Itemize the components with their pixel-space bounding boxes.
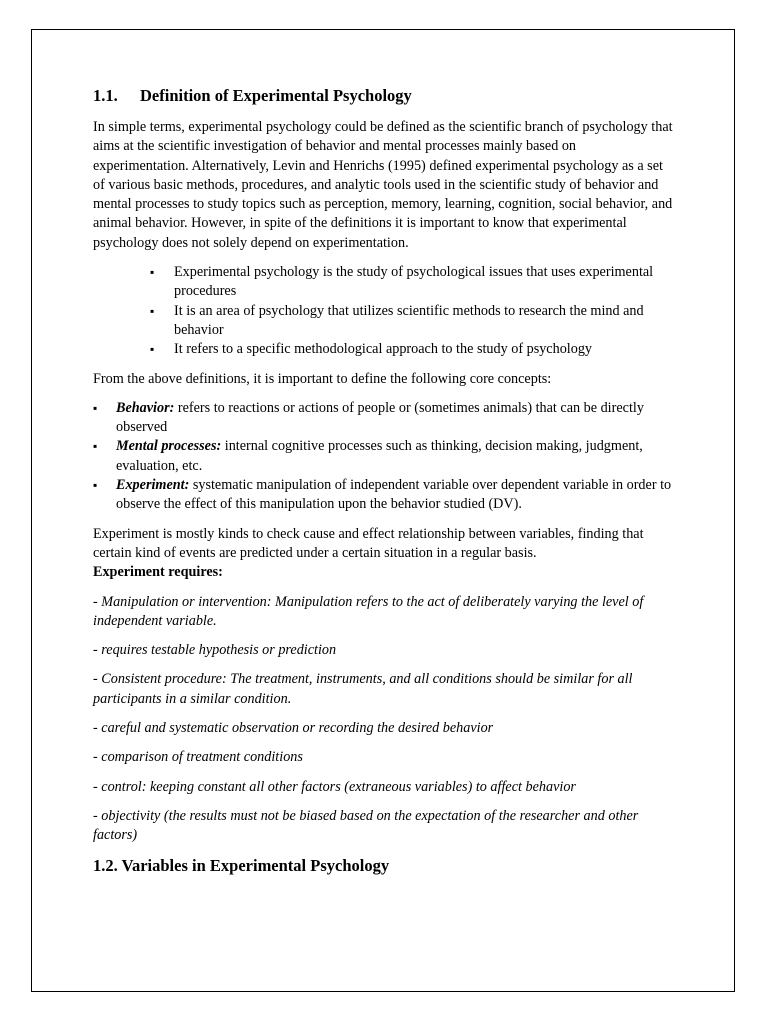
section-heading-1-2: 1.2. Variables in Experimental Psychology [93, 855, 390, 875]
requirement-item: - requires testable hypothesis or prediction [93, 642, 337, 659]
experiment-requires-label: Experiment requires: [93, 564, 223, 581]
requirement-item: - careful and systematic observation or recording the desired behavior [93, 720, 494, 737]
definitions-list [93, 263, 673, 359]
page-content [93, 86, 673, 876]
requirement-item: - comparison of treatment conditions [93, 749, 303, 766]
experiment-text: Experiment is mostly kinds to check cause and effect relationship between variables, finding that certain kind of events are predicted under a certain situation in a regular basis. [93, 525, 644, 561]
concept-term: Experiment: [116, 477, 190, 494]
definition-item: ▪ It is an area of psychology that utilizes scientific methods to research the mind and behavior [174, 302, 673, 341]
requirement-item: - control: keeping constant all other factors (extraneous variables) to affect behavior [93, 778, 576, 795]
definition-item: ▪ It refers to a specific methodological approach to the study of psychology [174, 340, 673, 359]
definition-item: ▪ Experimental psychology is the study of psychological issues that uses experimental procedures [174, 263, 673, 302]
concept-text: refers to reactions or actions of people or (sometimes animals) that can be directly observed [116, 399, 644, 436]
section-title: Definition of Experimental Psychology [140, 86, 412, 105]
concept-term: Behavior: [116, 399, 175, 416]
concept-text: systematic manipulation of independent variable over dependent variable in order to observe the effect of this manipulation upon the behavior studied (DV). [116, 477, 672, 513]
experiment-paragraph [93, 525, 673, 583]
core-concepts-intro: From the above definitions, it is important to define the following core concepts: [93, 370, 552, 387]
intro-paragraph: In simple terms, experimental psychology could be defined as the scientific branch of psychology that aims at the scientific investigation of behavior and mental processes mainly based on experimentation. Alternatively, Levin and Henrichs (1995) defined experimental psychology as a set of various basic methods, procedures, and analytic tools used in the scientific study of behavior and mental processes to study topics such as perception, memory, learning, cognition, social behavior, and animal behavior. However, in spite of the definitions it is important to know that experimental psychology does not solely depend on experimentation. [93, 119, 673, 251]
concept-item-experiment [116, 476, 673, 515]
requirement-item: - objectivity (the results must not be biased based on the expectation of the researcher and other factors) [93, 807, 639, 844]
document-page [31, 29, 735, 992]
concept-term: Mental processes: [116, 438, 222, 455]
section-heading-1-1 [93, 86, 673, 106]
core-concepts-list [93, 399, 673, 515]
requirement-item: - Consistent procedure: The treatment, instruments, and all conditions should be similar for all participants in a similar condition. [93, 671, 633, 707]
concept-item-mental-processes [116, 437, 673, 476]
section-number: 1.1. [93, 86, 118, 105]
concept-text: internal cognitive processes such as thinking, decision making, judgment, evaluation, etc. [116, 438, 643, 474]
requirement-item: - Manipulation or intervention: Manipulation refers to the act of deliberately varying the level of independent variable. [93, 593, 644, 629]
concept-item-behavior [116, 399, 673, 438]
